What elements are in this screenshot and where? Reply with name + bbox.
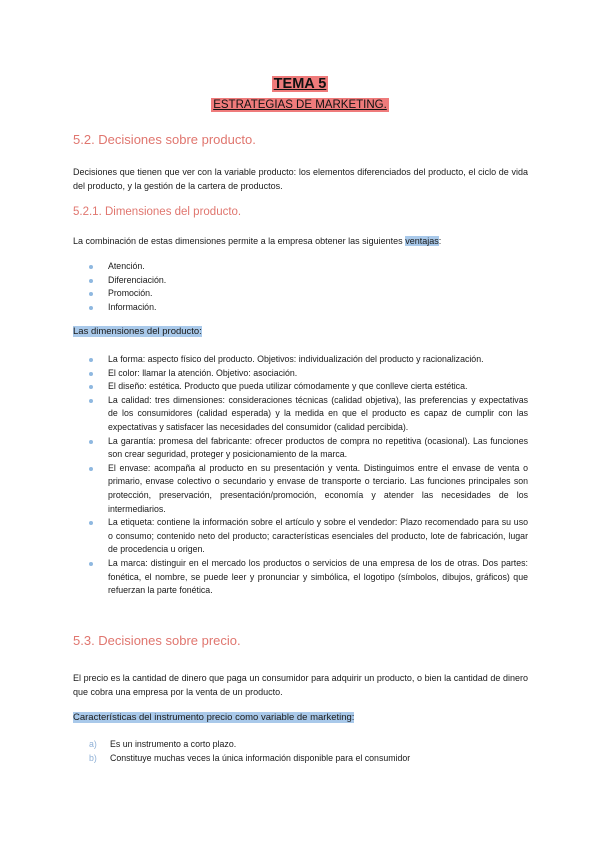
bullet-icon: [89, 265, 93, 269]
list-item-text: La etiqueta: contiene la información sobre el artículo y sobre el vendedor: Plazo recomendado para su uso o consumo; contenido neto del producto; características esenciales del producto, lote de fabricación, lugar de procedencia u origen.: [108, 517, 528, 555]
dimensiones-label: [73, 325, 202, 338]
list-item-text: La forma: aspecto físico del producto. Objetivos: individualización del producto y racionalización.: [108, 354, 484, 364]
list-item-text: El diseño: estética. Producto que pueda utilizar cómodamente y que conlleve cierta estética.: [108, 381, 468, 392]
bullet-icon: [89, 292, 93, 296]
list-item: [73, 301, 528, 315]
heading-5-2: 5.2. Decisiones sobre producto.: [73, 132, 256, 147]
bullet-icon: [89, 385, 93, 389]
paragraph-ventajas-intro: [73, 234, 528, 248]
bullet-icon: [89, 372, 93, 376]
list-item-text: Atención.: [108, 261, 145, 271]
page-title: TEMA 5: [273, 76, 327, 92]
list-item-text: Información.: [108, 301, 157, 312]
bullet-icon: [89, 467, 93, 471]
heading-5-2-1: 5.2.1. Dimensiones del producto.: [73, 206, 242, 218]
list-item: [73, 353, 528, 367]
bullet-icon: [89, 399, 93, 403]
list-item-text: Diferenciación.: [108, 274, 167, 285]
list-item: [73, 462, 528, 516]
list-item-text: Es un instrumento a corto plazo.: [110, 739, 237, 749]
list-item-text: Constituye muchas veces la única información disponible para el consumidor: [110, 752, 411, 763]
list-item-text: La marca: distinguir en el mercado los productos o servicios de una empresa de los de otras. Dos partes: fonética, el nombre, se puede leer y pronunciar y simbólica, el logotipo (símbolos, dibujos, gráficos) que refuerzan la parte fonética.: [108, 557, 528, 596]
list-item: [73, 260, 528, 274]
bullet-icon: [89, 562, 93, 566]
list-item: [73, 516, 528, 557]
list-item-text: La garantía: promesa del fabricante: ofrecer productos de compra no repetitiva (ocasional). Las funciones son crear seguridad, proteger y posicionamiento de la marca.: [108, 435, 528, 460]
list-item: [73, 435, 528, 462]
list-item-text: La calidad: tres dimensiones: consideraciones técnicas (calidad objetiva), las preferencias y expectativas de los consumidores (calidad esperada) y la medida en que el producto es capaz de cumplir con las expectativas y satisfacer las necesidades del consumidor (calidad percibida).: [108, 394, 528, 432]
heading-5-3: 5.3. Decisiones sobre precio.: [73, 633, 241, 648]
ventajas-list: [73, 260, 528, 314]
title-block: [0, 75, 600, 113]
dimensiones-label-text: Las dimensiones del producto:: [73, 326, 202, 337]
dimensiones-list: [73, 353, 528, 598]
list-item: [73, 367, 528, 381]
paragraph-producto: Decisiones que tienen que ver con la variable producto: los elementos diferenciados del producto, el ciclo de vida del producto, y la gestión de la cartera de productos.: [73, 167, 528, 191]
list-item: [73, 752, 528, 766]
intro-colon: :: [438, 236, 442, 246]
list-item: [73, 738, 528, 752]
caracteristicas-label: [73, 711, 354, 724]
intro-text: La combinación de estas dimensiones permite a la empresa obtener las siguientes: [73, 236, 406, 246]
list-item: [73, 557, 528, 598]
list-item-text: El color: llamar la atención. Objetivo: asociación.: [108, 367, 298, 378]
bullet-icon: [89, 306, 93, 310]
bullet-icon: [89, 521, 93, 525]
bullet-icon: [89, 440, 93, 444]
list-item: [73, 274, 528, 288]
list-item-text: El envase: acompaña al producto en su presentación y venta. Distinguimos entre el envase de venta o primario, envase colectivo o secundario y envase de transporte o terciario. Las funciones principales son protección, preservación, presentación/promoción, economía y atender las necesidades de los intermediarios.: [108, 462, 528, 514]
page-subtitle: ESTRATEGIAS DE MARKETING.: [213, 99, 387, 111]
bullet-icon: [89, 358, 93, 362]
bullet-icon: [89, 279, 93, 283]
paragraph-precio: El precio es la cantidad de dinero que paga un consumidor para adquirir un producto, o bien la cantidad de dinero que cobra una empresa por la venta de un producto.: [73, 673, 528, 697]
list-item: [73, 287, 528, 301]
caracteristicas-list: [73, 738, 528, 765]
list-marker: a): [89, 739, 97, 749]
list-item-text: Promoción.: [108, 288, 153, 299]
caracteristicas-label-text: Características del instrumento precio como variable de marketing:: [73, 712, 355, 723]
list-marker: b): [89, 752, 97, 763]
list-item: [73, 394, 528, 435]
highlight-ventajas: ventajas: [405, 236, 439, 246]
list-item: [73, 380, 528, 394]
